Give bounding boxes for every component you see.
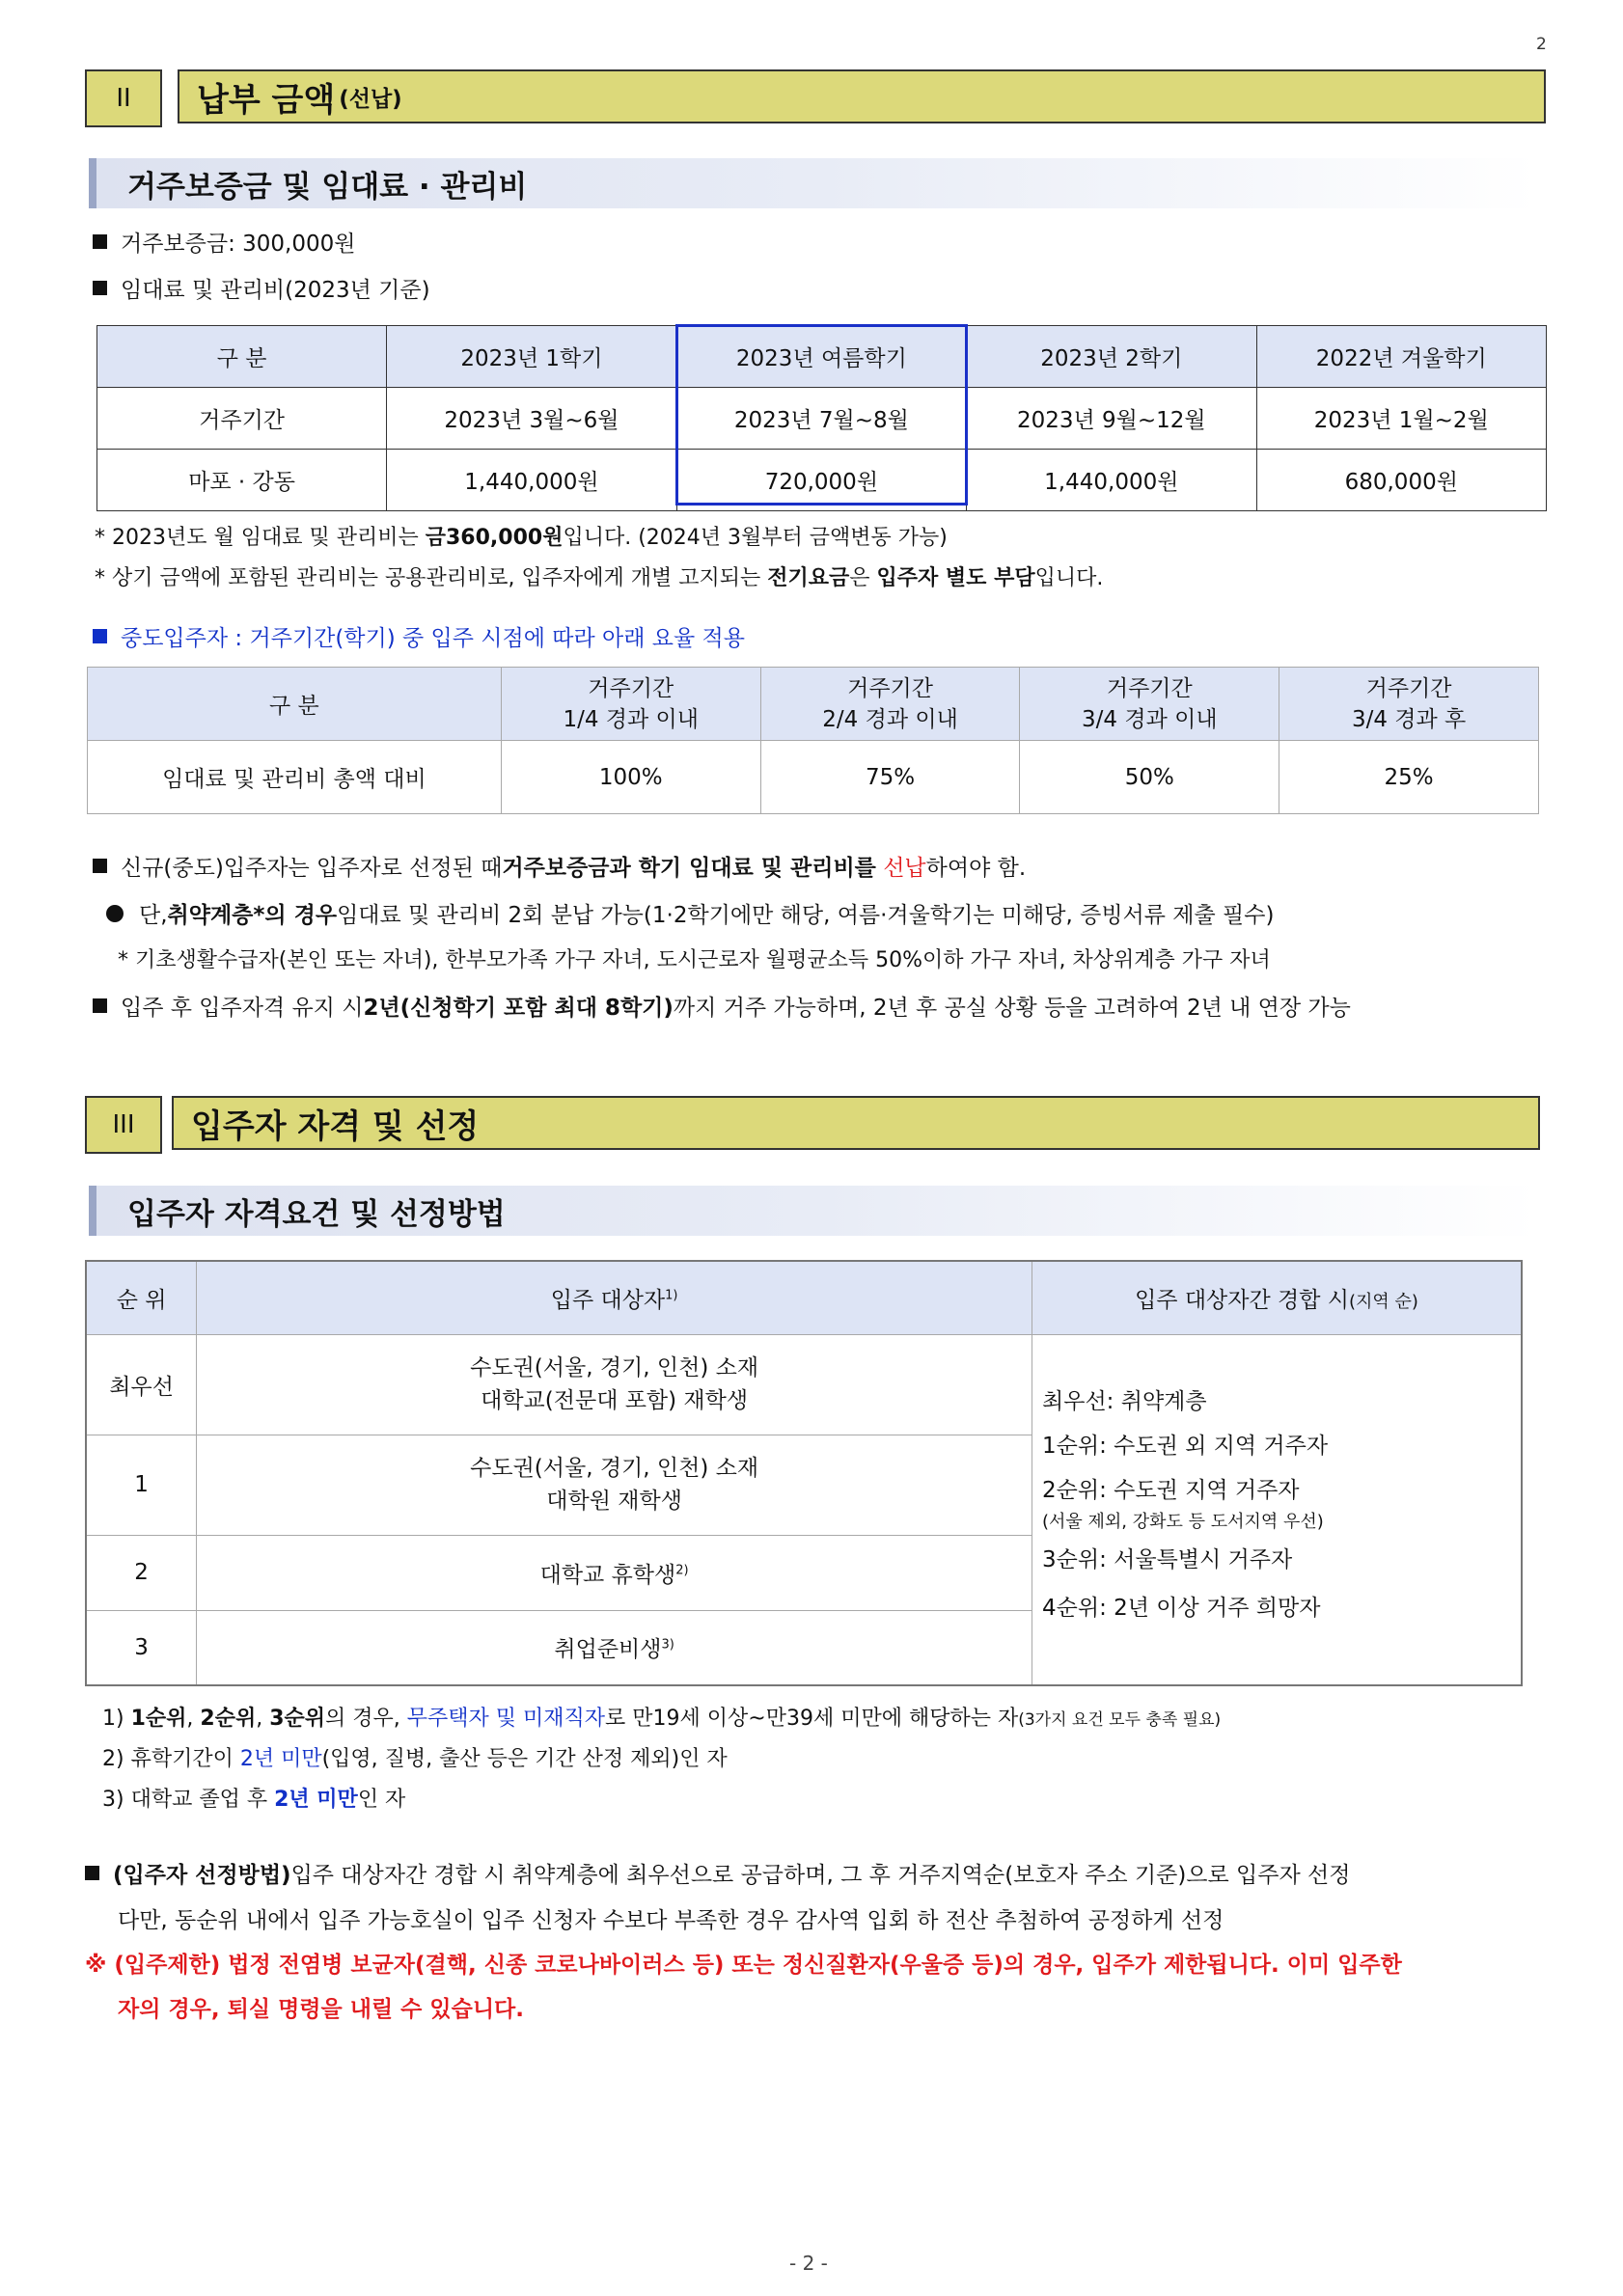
fee-cell: 720,000원	[676, 450, 966, 511]
rate-cell: 25%	[1279, 741, 1539, 814]
fee-cell: 680,000원	[1256, 450, 1546, 511]
fee-cell: 2023년 7월~8월	[676, 388, 966, 450]
note-bold-text: 금360,000원	[425, 526, 564, 550]
rate-table-header-row	[88, 668, 1539, 741]
note-text: 은	[849, 566, 877, 590]
fee-header-cell: 2023년 2학기	[967, 326, 1256, 388]
footnote-2	[102, 1742, 728, 1772]
fee-cell: 1,440,000원	[967, 450, 1256, 511]
target-cell	[197, 1535, 1032, 1610]
rank-cell: 2	[86, 1535, 197, 1610]
footnote-bold: 1순위	[130, 1707, 187, 1731]
prepay-text	[876, 854, 883, 879]
note-text: * 상기 금액에 포함된 관리비는 공용관리비로, 입주자에게 개별 고지되는	[95, 566, 768, 590]
square-bullet-icon	[93, 281, 107, 295]
installment-bold-text: 취약계층*의 경우	[167, 903, 338, 928]
target-line: 수도권(서울, 경기, 인천) 소재	[470, 1355, 759, 1380]
prepay-line	[93, 850, 1026, 882]
square-bullet-icon	[85, 1866, 99, 1880]
midterm-text: 중도입주자 : 거주기간(학기) 중 입주 시점에 따라 아래 요율 적용	[121, 626, 745, 651]
compete-header	[1032, 1261, 1522, 1334]
fee-cell: 거주기간	[97, 388, 387, 450]
fee-header-cell: 2023년 1학기	[387, 326, 676, 388]
fee-header-cell: 구 분	[97, 326, 387, 388]
footnote-bold: 2순위	[200, 1707, 257, 1731]
target-cell	[197, 1334, 1032, 1435]
vulnerable-note: * 기초생활수급자(본인 또는 자녀), 한부모가족 가구 자녀, 도시근로자 월평균소득 50%이하 가구 자녀, 차상위계층 가구 자녀	[118, 948, 1271, 972]
footnote-blue: 2년 미만	[239, 1747, 322, 1771]
rate-cell: 100%	[501, 741, 760, 814]
rate-table	[87, 667, 1539, 814]
target-cell	[197, 1610, 1032, 1685]
installment-text: 단,	[139, 903, 168, 928]
note-text: * 2023년도 월 임대료 및 관리비는	[95, 526, 426, 550]
prepay-bold-text: 거주보증금과 학기 임대료 및 관리비를	[502, 856, 876, 881]
subheading-text: 거주보증금 및 임대료 · 관리비	[127, 169, 528, 205]
fee-cell: 2023년 1월~2월	[1256, 388, 1546, 450]
eligibility-table	[85, 1260, 1523, 1686]
rate-header-cell: 거주기간 3/4 경과 후	[1279, 668, 1539, 741]
rate-row-label: 임대료 및 관리비 총액 대비	[88, 741, 502, 814]
subheading-text: 입주자 자격요건 및 선정방법	[127, 1196, 506, 1232]
compete-header-small: (지역 순)	[1348, 1291, 1418, 1312]
target-cell	[197, 1435, 1032, 1535]
priority-cell	[1032, 1334, 1522, 1685]
footnote-marker: 3)	[661, 1637, 674, 1653]
fee-note-2	[95, 561, 1103, 591]
restriction-line-1: ※ (입주제한) 법정 전염병 보균자(결핵, 신종 코로나바이러스 등) 또는 정신질환자(우울증 등)의 경우, 입주가 제한됩니다. 이미 입주한	[85, 1953, 1402, 1978]
footnote-text: ,	[256, 1707, 270, 1731]
priority-line: 4순위: 2년 이상 거주 희망자	[1042, 1595, 1321, 1621]
midterm-line	[93, 620, 745, 652]
note-bold-text: 입주자 별도 부담	[876, 566, 1035, 590]
priority-subnote: (서울 제외, 강화도 등 도서지역 우선)	[1042, 1511, 1324, 1532]
fee-header-cell: 2023년 여름학기	[676, 326, 966, 388]
footnote-text: 로 만19세 이상~만39세 미만에 해당하는 자	[605, 1707, 1019, 1731]
footnote-text: 3) 대학교 졸업 후	[102, 1788, 275, 1812]
selection-line-2: 다만, 동순위 내에서 입주 가능호실이 입주 신청자 수보다 부족한 경우 감사역 입회 하 전산 추첨하여 공정하게 선정	[118, 1908, 1224, 1933]
rate-table-row	[88, 741, 1539, 814]
priority-line: 2순위: 수도권 지역 거주자	[1042, 1477, 1300, 1503]
prepay-text: 하여야 함.	[925, 856, 1027, 881]
note-bold-text: 전기요금	[767, 566, 850, 590]
fee-cell: 마포 · 강동	[97, 450, 387, 511]
footnote-marker: 2)	[675, 1562, 689, 1577]
footnote-bold: 3순위	[269, 1707, 326, 1731]
installment-line	[106, 897, 1274, 929]
fee-cell: 2023년 3월~6월	[387, 388, 676, 450]
section-title-bar-3	[172, 1096, 1540, 1150]
fee-cell: 2023년 9월~12월	[967, 388, 1256, 450]
footnote-text: 인 자	[357, 1788, 406, 1812]
section-number-3	[85, 1096, 162, 1154]
target-line: 대학교(전문대 포함) 재학생	[481, 1388, 749, 1413]
footnote-small: (3가지 요건 모두 충족 필요)	[1018, 1710, 1222, 1730]
square-bullet-icon	[93, 629, 107, 643]
square-bullet-icon	[93, 234, 107, 249]
rate-cell: 50%	[1020, 741, 1279, 814]
footnote-marker: 1)	[665, 1288, 678, 1303]
restriction-line-2: 자의 경우, 퇴실 명령을 내릴 수 있습니다.	[118, 1997, 525, 2022]
rate-cell: 75%	[760, 741, 1020, 814]
fee-cell: 1,440,000원	[387, 450, 676, 511]
rank-cell: 1	[86, 1435, 197, 1535]
footnote-3	[102, 1783, 405, 1813]
rent-text: 임대료 및 관리비(2023년 기준)	[121, 278, 430, 303]
selection-line	[85, 1857, 1350, 1889]
target-line: 대학원 재학생	[546, 1489, 682, 1514]
summer-term-highlight-box	[675, 324, 968, 506]
footnote-text: ,	[186, 1707, 201, 1731]
footnote-blue: 무주택자 및 미재직자	[406, 1707, 606, 1731]
deposit-line	[93, 226, 355, 258]
section-title-bar-2	[178, 69, 1546, 123]
square-bullet-icon	[93, 859, 107, 873]
rank-cell: 3	[86, 1610, 197, 1685]
section-number-label: II	[116, 84, 131, 113]
priority-line: 1순위: 수도권 외 지역 거주자	[1042, 1433, 1329, 1459]
page-number-bottom: - 2 -	[789, 2252, 828, 2275]
subheading-eligibility	[89, 1186, 1538, 1236]
period-text: 입주 후 입주자격 유지 시	[121, 996, 364, 1021]
footnote-text: 의 경우,	[325, 1707, 407, 1731]
rate-header-cell: 거주기간 3/4 경과 이내	[1020, 668, 1279, 741]
target-line: 수도권(서울, 경기, 인천) 소재	[470, 1456, 759, 1481]
subheading-fees	[89, 158, 1538, 208]
footnote-1	[102, 1702, 1221, 1732]
page-number-top: 2	[1536, 35, 1547, 54]
circle-bullet-icon	[106, 905, 124, 922]
rank-cell: 최우선	[86, 1334, 197, 1435]
section-number-2	[85, 69, 162, 127]
section-subtitle: (선납)	[339, 86, 402, 112]
footnote-text: 1)	[102, 1707, 131, 1731]
rate-header-cell: 거주기간 1/4 경과 이내	[501, 668, 760, 741]
installment-text: 임대료 및 관리비 2회 분납 가능(1·2학기에만 해당, 여름·겨울학기는 미해당, 증빙서류 제출 필수)	[337, 903, 1275, 928]
fee-note-1	[95, 521, 948, 551]
note-text: 입니다.	[1034, 566, 1104, 590]
period-text: 까지 거주 가능하며, 2년 후 공실 상황 등을 고려하여 2년 내 연장 가능	[673, 996, 1351, 1021]
square-bullet-icon	[93, 998, 107, 1013]
rate-header-cell: 구 분	[88, 668, 502, 741]
section-title: 입주자 자격 및 선정	[191, 1107, 480, 1146]
footnote-blue: 2년 미만	[274, 1788, 358, 1812]
deposit-text: 거주보증금: 300,000원	[121, 232, 356, 257]
eligibility-header-row	[86, 1261, 1522, 1334]
fee-header-cell: 2022년 겨울학기	[1256, 326, 1546, 388]
section-title: 납부 금액	[197, 80, 336, 120]
prepay-red-text: 선납	[883, 856, 926, 881]
selection-bold: (입주자 선정방법)	[113, 1863, 291, 1888]
target-line: 대학교 휴학생	[539, 1562, 676, 1588]
eligibility-row	[86, 1334, 1522, 1435]
target-line: 취업준비생	[554, 1637, 662, 1663]
section-number-label: III	[112, 1110, 135, 1139]
rent-line	[93, 272, 430, 304]
rank-header: 순 위	[86, 1261, 197, 1334]
target-header-text: 입주 대상자	[550, 1287, 666, 1313]
rate-header-cell: 거주기간 2/4 경과 이내	[760, 668, 1020, 741]
compete-header-text: 입주 대상자간 경합 시	[1135, 1287, 1349, 1313]
period-line	[93, 990, 1351, 1022]
selection-text: 입주 대상자간 경합 시 취약계층에 최우선으로 공급하며, 그 후 거주지역순(보호자 주소 기준)으로 입주자 선정	[290, 1863, 1351, 1888]
target-header	[197, 1261, 1032, 1334]
priority-line: 3순위: 서울특별시 거주자	[1042, 1546, 1293, 1572]
prepay-text: 신규(중도)입주자는 입주자로 선정된 때	[121, 856, 503, 881]
note-text: 입니다. (2024년 3월부터 금액변동 가능)	[563, 526, 948, 550]
footnote-text: 2) 휴학기간이	[102, 1747, 240, 1771]
priority-line: 최우선: 취약계층	[1042, 1388, 1207, 1414]
footnote-text: (입영, 질병, 출산 등은 기간 산정 제외)인 자	[321, 1747, 728, 1771]
period-bold-text: 2년(신청학기 포함 최대 8학기)	[363, 996, 674, 1021]
